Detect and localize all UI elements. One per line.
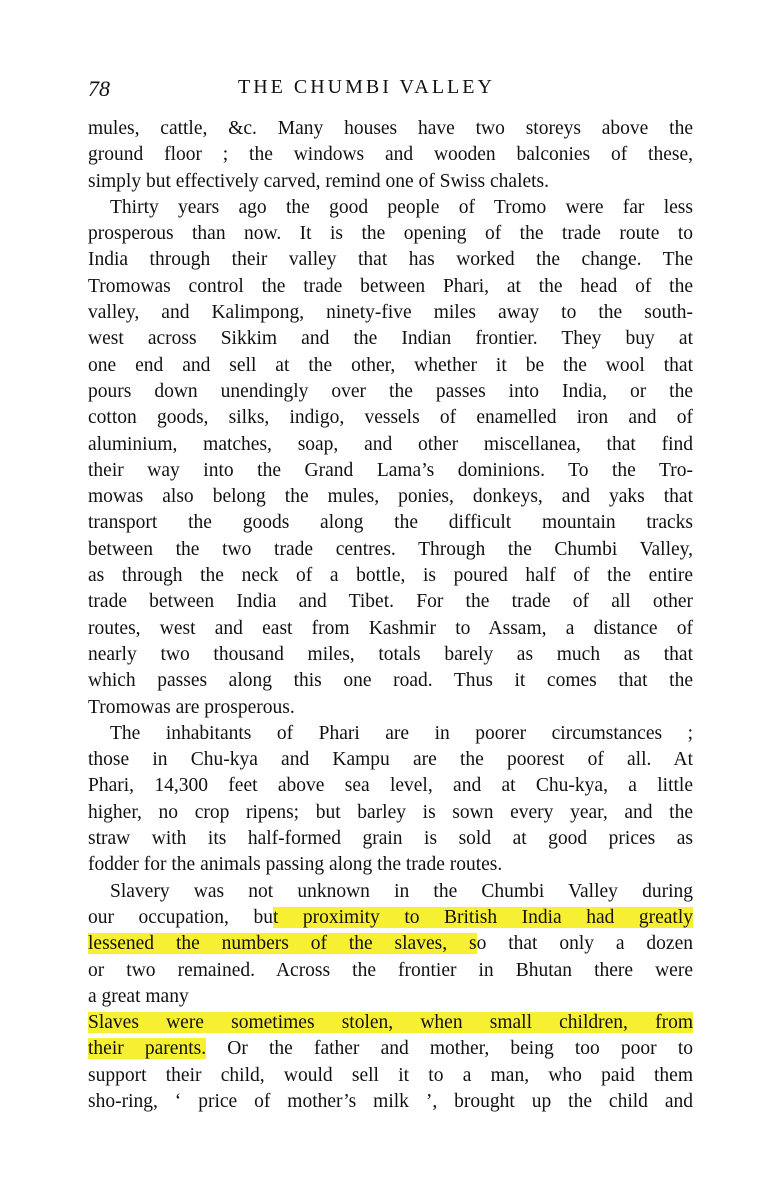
page-number: 78 <box>88 76 110 101</box>
text-line <box>88 405 693 431</box>
line-text: between the two trade centres. Through the Chumbi Valley, <box>88 538 693 560</box>
text-line <box>88 695 693 721</box>
line-text: prosperous than now. It is the opening of the trade route to <box>88 223 693 245</box>
text-line <box>88 353 693 379</box>
text-line <box>88 116 693 142</box>
line-text: simply but effectively carved, remind one of Swiss chalets. <box>88 170 550 192</box>
line-text: mowas also belong the mules, ponies, donkeys, and yaks that <box>88 486 693 508</box>
text-line <box>88 958 693 984</box>
text-line <box>88 800 693 826</box>
text-line <box>88 563 693 589</box>
line-text: ground floor ; the windows and wooden balconies of these, <box>88 144 693 166</box>
line-text: pours down unendingly over the passes into India, or the <box>88 380 693 402</box>
line-text: support their child, would sell it to a man, who paid them <box>88 1064 693 1086</box>
page-header <box>88 76 700 106</box>
text-line <box>88 931 693 957</box>
line-text: aluminium, matches, soap, and other miscellanea, that find <box>88 433 693 455</box>
line-text: which passes along this one road. Thus it comes that the <box>88 670 693 692</box>
text-line <box>88 1089 693 1115</box>
text-line <box>88 169 693 195</box>
text-line <box>88 1036 693 1062</box>
highlighted-text: Slaves were sometimes stolen, when small children, from <box>88 1012 693 1034</box>
text-line <box>88 274 693 300</box>
line-text: valley, and Kalimpong, ninety-five miles away to the south- <box>88 302 693 324</box>
line-text: mules, cattle, &c. Many houses have two storeys above the <box>88 118 693 139</box>
highlighted-text: lessened the numbers of the slaves, s <box>88 933 477 955</box>
line-text: nearly two thousand miles, totals barely as much as that <box>88 643 693 665</box>
text-line <box>88 510 693 536</box>
line-text: our occupation, bu <box>88 906 273 928</box>
line-text: Tromowas are prosperous. <box>88 696 295 718</box>
line-text: or two remained. Across the frontier in Bhutan there were <box>88 959 693 981</box>
line-text: transport the goods along the difficult mountain tracks <box>88 512 693 534</box>
text-line <box>88 589 693 615</box>
text-line <box>88 879 693 905</box>
running-title: THE CHUMBI VALLEY <box>238 76 495 98</box>
line-text: Tromowas control the trade between Phari, at the head of the <box>88 275 693 297</box>
line-text: a great many <box>88 985 189 1007</box>
line-text: higher, no crop ripens; but barley is sown every year, and the <box>88 801 693 823</box>
text-line <box>88 984 693 1010</box>
highlighted-text: t proximity to British India had greatly <box>272 906 693 928</box>
text-line <box>88 668 693 694</box>
line-text: Phari, 14,300 feet above sea level, and at Chu-kya, a little <box>88 775 693 797</box>
text-line <box>88 1063 693 1089</box>
text-line <box>88 458 693 484</box>
text-line <box>88 142 693 168</box>
text-line <box>88 616 693 642</box>
line-text: routes, west and east from Kashmir to Assam, a distance of <box>88 617 693 639</box>
line-text: The inhabitants of Phari are in poorer circumstances ; <box>110 722 693 744</box>
text-line <box>88 852 693 878</box>
line-text: those in Chu-kya and Kampu are the poorest of all. At <box>88 749 693 771</box>
line-text: sho-ring, ‘ price of mother’s milk ’, brought up the child and <box>88 1090 693 1112</box>
line-text: one end and sell at the other, whether it be the wool that <box>88 354 693 376</box>
text-line <box>88 432 693 458</box>
body-text <box>88 116 693 1115</box>
line-text: Thirty years ago the good people of Tromo were far less <box>110 196 693 218</box>
text-line <box>88 905 693 931</box>
text-line <box>88 484 693 510</box>
highlighted-text: their parents. <box>88 1038 207 1060</box>
text-line <box>88 773 693 799</box>
text-line <box>88 221 693 247</box>
text-line <box>88 379 693 405</box>
line-text: west across Sikkim and the Indian frontier. They buy at <box>88 328 693 350</box>
line-text: Or the father and mother, being too poor to <box>206 1038 693 1060</box>
line-text: India through their valley that has worked the change. The <box>88 249 693 271</box>
text-line <box>88 721 693 747</box>
line-text: straw with its half-formed grain is sold at good prices as <box>88 828 693 850</box>
line-text: fodder for the animals passing along the trade routes. <box>88 854 503 876</box>
text-line <box>88 300 693 326</box>
text-line <box>88 247 693 273</box>
text-line <box>88 195 693 221</box>
line-text: Slavery was not unknown in the Chumbi Valley during <box>110 880 693 902</box>
line-text: cotton goods, silks, indigo, vessels of enamelled iron and of <box>88 407 693 429</box>
line-text: o that only a dozen <box>476 933 693 955</box>
text-line <box>88 826 693 852</box>
line-text: trade between India and Tibet. For the trade of all other <box>88 591 693 613</box>
text-line <box>88 326 693 352</box>
text-line <box>88 1010 693 1036</box>
line-text: their way into the Grand Lama’s dominions. To the Tro- <box>88 459 693 481</box>
text-line <box>88 747 693 773</box>
text-line <box>88 642 693 668</box>
text-line <box>88 537 693 563</box>
line-text: as through the neck of a bottle, is poured half of the entire <box>88 565 693 587</box>
